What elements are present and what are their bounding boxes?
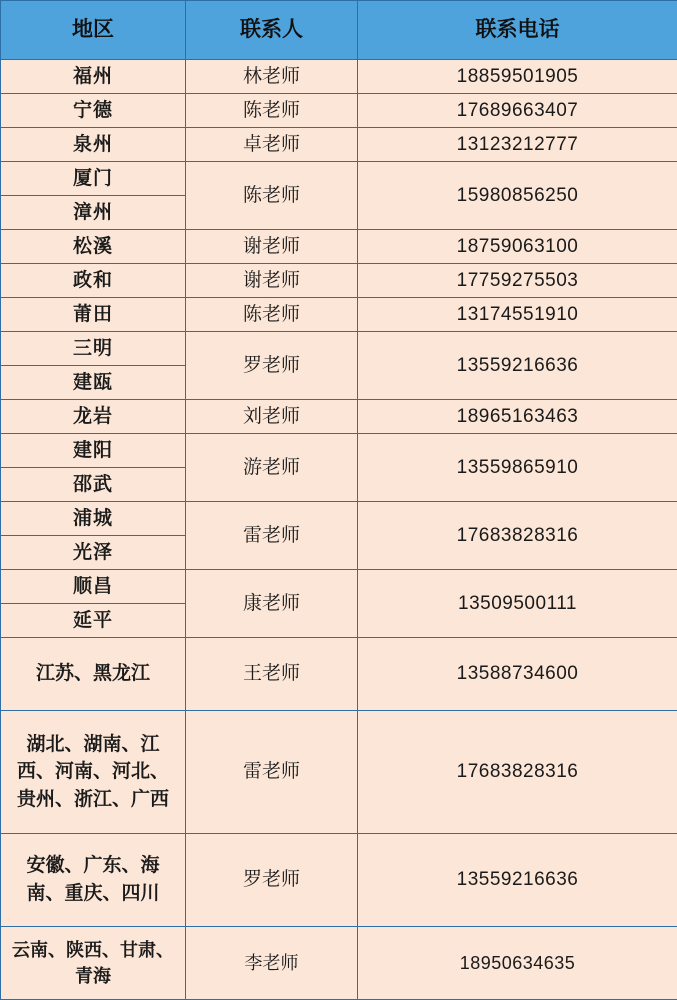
table-header [1,1,677,60]
region-cell: 松溪 [1,230,186,264]
table-body [1,60,677,1000]
region-cell: 厦门 [1,162,186,196]
person-cell: 谢老师 [186,230,358,264]
phone-cell: 17683828316 [358,502,677,570]
phone-cell: 13174551910 [358,298,677,332]
phone-cell: 13559865910 [358,434,677,502]
region-cell: 三明 [1,332,186,366]
region-cell: 安徽、广东、海南、重庆、四川 [1,834,186,927]
region-cell: 福州 [1,60,186,94]
person-cell: 陈老师 [186,162,358,230]
person-cell: 康老师 [186,570,358,638]
region-cell: 建瓯 [1,366,186,400]
region-cell: 泉州 [1,128,186,162]
region-cell: 光泽 [1,536,186,570]
person-cell: 雷老师 [186,711,358,834]
person-cell: 罗老师 [186,834,358,927]
phone-cell: 13588734600 [358,638,677,711]
phone-cell: 13123212777 [358,128,677,162]
phone-cell: 18759063100 [358,230,677,264]
region-cell: 云南、陕西、甘肃、青海 [1,927,186,1000]
person-cell: 谢老师 [186,264,358,298]
region-cell: 漳州 [1,196,186,230]
table-row [1,638,677,711]
column-header-region: 地区 [1,1,186,60]
person-cell: 李老师 [186,927,358,1000]
phone-cell: 18965163463 [358,400,677,434]
table-row [1,332,677,366]
table-row [1,711,677,834]
table-row [1,94,677,128]
region-cell: 政和 [1,264,186,298]
column-header-phone: 联系电话 [358,1,677,60]
table-row [1,434,677,468]
phone-cell: 15980856250 [358,162,677,230]
table-row [1,570,677,604]
person-cell: 刘老师 [186,400,358,434]
table-header-row [1,1,677,60]
region-cell: 宁德 [1,94,186,128]
phone-cell: 13559216636 [358,332,677,400]
region-cell: 莆田 [1,298,186,332]
region-cell: 龙岩 [1,400,186,434]
person-cell: 雷老师 [186,502,358,570]
region-cell: 浦城 [1,502,186,536]
person-cell: 陈老师 [186,94,358,128]
phone-cell: 17759275503 [358,264,677,298]
table-row [1,264,677,298]
phone-cell: 13559216636 [358,834,677,927]
phone-cell: 17683828316 [358,711,677,834]
phone-cell: 18859501905 [358,60,677,94]
person-cell: 林老师 [186,60,358,94]
table-row [1,834,677,927]
person-cell: 游老师 [186,434,358,502]
table-row [1,502,677,536]
region-cell: 湖北、湖南、江西、河南、河北、贵州、浙江、广西 [1,711,186,834]
person-cell: 陈老师 [186,298,358,332]
table-row [1,400,677,434]
region-cell: 邵武 [1,468,186,502]
table-row [1,128,677,162]
phone-cell: 13509500111 [358,570,677,638]
table-row [1,162,677,196]
person-cell: 卓老师 [186,128,358,162]
region-cell: 建阳 [1,434,186,468]
table-row [1,230,677,264]
table-row [1,927,677,1000]
table-row [1,60,677,94]
region-cell: 延平 [1,604,186,638]
person-cell: 罗老师 [186,332,358,400]
column-header-person: 联系人 [186,1,358,60]
region-cell: 江苏、黑龙江 [1,638,186,711]
table-row [1,298,677,332]
phone-cell: 18950634635 [358,927,677,1000]
person-cell: 王老师 [186,638,358,711]
region-cell: 顺昌 [1,570,186,604]
phone-cell: 17689663407 [358,94,677,128]
